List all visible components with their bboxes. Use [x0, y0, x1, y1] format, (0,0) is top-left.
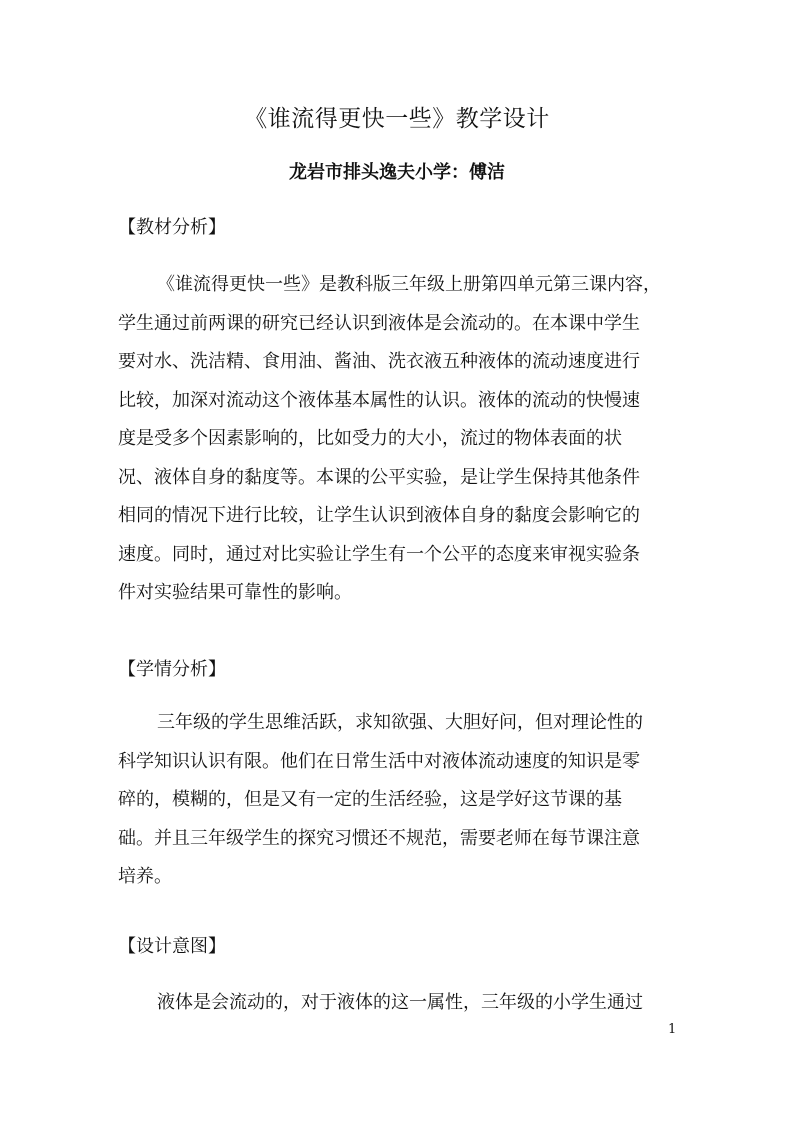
paragraph-line: 碎的，模糊的，但是又有一定的生活经验，这是学好这节课的基: [118, 789, 622, 810]
section-body-design-intent: [118, 990, 678, 1029]
author-line: 龙岩市排头逸夫小学：傅洁: [289, 162, 505, 183]
paragraph-line: 件对实验结果可靠性的影响。: [118, 582, 352, 603]
paragraph-line: 要对水、洗洁精、食用油、酱油、洗衣液五种液体的流动速度进行: [118, 351, 640, 372]
paragraph-line: 学生通过前两课的研究已经认识到液体是会流动的。在本课中学生: [118, 312, 640, 334]
paragraph-line: 比较，加深对流动这个液体基本属性的认识。液体的流动的快慢速: [118, 389, 640, 411]
paragraph-line: 况、液体自身的黏度等。本课的公平实验，是让学生保持其他条件: [118, 466, 640, 488]
paragraph-line: 速度。同时，通过对比实验让学生有一个公平的态度来审视实验条: [118, 543, 640, 565]
paragraph-line: 相同的情况下进行比较，让学生认识到液体自身的黏度会影响它的: [118, 505, 640, 526]
paragraph-line: 度是受多个因素影响的，比如受力的大小，流过的物体表面的状: [118, 428, 622, 449]
paragraph-line: 《谁流得更快一些》是教科版三年级上册第四单元第三课内容，: [157, 274, 661, 295]
paragraph-line: 础。并且三年级学生的探究习惯还不规范，需要老师在每节课注意: [118, 827, 640, 849]
section-heading-textbook-analysis: 【教材分析】: [118, 217, 226, 238]
section-body-student-analysis: [118, 710, 678, 903]
document-title: 《谁流得更快一些》教学设计: [244, 106, 550, 132]
paragraph-line: 培养。: [118, 866, 172, 887]
section-heading-student-analysis: 【学情分析】: [118, 659, 226, 680]
paragraph-line: 液体是会流动的，对于液体的这一属性，三年级的小学生通过: [157, 992, 643, 1013]
section-body-textbook-analysis: [118, 272, 678, 619]
paragraph-line: 科学知识认识有限。他们在日常生活中对液体流动速度的知识是零: [118, 750, 640, 772]
page-number: 1: [668, 1022, 677, 1037]
section-heading-design-intent: 【设计意图】: [118, 936, 226, 957]
paragraph-line: 三年级的学生思维活跃，求知欲强、大胆好问，但对理论性的: [157, 712, 643, 733]
